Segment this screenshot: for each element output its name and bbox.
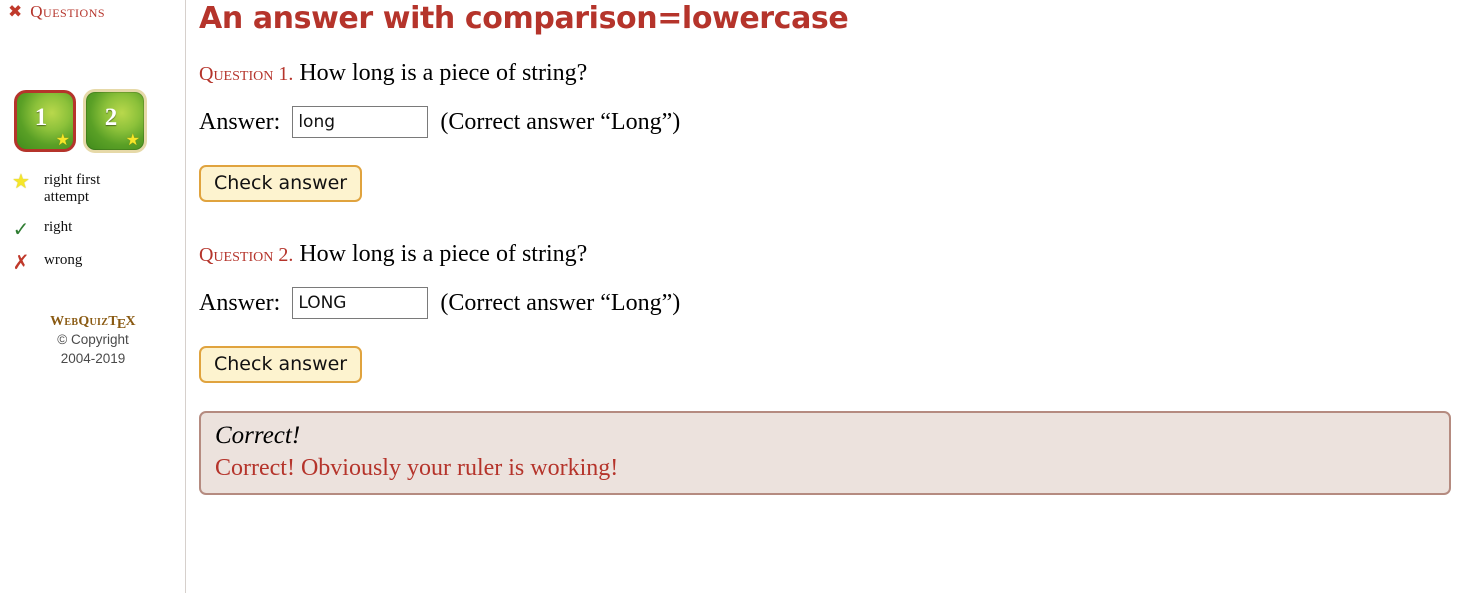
- sidebar-title: Questions: [30, 2, 106, 21]
- question-nav-number: 1: [34, 104, 48, 131]
- question-label: Question 2.: [199, 244, 294, 266]
- question-text: How long is a piece of string?: [299, 60, 588, 86]
- answer-row: [199, 287, 1471, 319]
- sidebar-header: [0, 0, 185, 22]
- answer-input-2[interactable]: [292, 287, 428, 319]
- question-block-2: [199, 241, 1471, 495]
- correct-answer-note: (Correct answer “Long”): [440, 108, 681, 135]
- question-nav-number: 2: [104, 104, 118, 131]
- brand-tex-e: E: [116, 316, 127, 332]
- legend-item-right: [10, 216, 185, 241]
- copyright-line-2: 2004-2019: [60, 350, 126, 366]
- copyright-block: [0, 285, 186, 368]
- question-navigator: [0, 22, 185, 150]
- star-icon: ★: [12, 171, 30, 193]
- question-text: How long is a piece of string?: [299, 241, 588, 267]
- star-icon: ★: [55, 132, 70, 149]
- legend: [0, 150, 185, 273]
- legend-label: wrong: [44, 251, 83, 268]
- answer-label: Answer:: [199, 289, 281, 316]
- page-title: An answer with comparison=lowercase: [199, 1, 849, 36]
- answer-row: [199, 106, 1471, 138]
- question-label: Question 1.: [199, 63, 294, 85]
- brand-tex-t: T: [108, 313, 118, 329]
- answer-label: Answer:: [199, 108, 281, 135]
- sidebar: [0, 0, 186, 593]
- brand-tex-x: X: [125, 313, 136, 329]
- question-block-1: [199, 60, 1471, 202]
- brand-logo: [0, 313, 186, 332]
- feedback-text: Correct! Obviously your ruler is working!: [215, 455, 619, 481]
- legend-item-right-first-attempt: [10, 172, 185, 207]
- close-icon[interactable]: ✖: [8, 1, 23, 22]
- check-answer-button-2[interactable]: Check answer: [199, 346, 362, 383]
- correct-answer-note: (Correct answer “Long”): [440, 289, 681, 316]
- check-answer-button-1[interactable]: Check answer: [199, 165, 362, 202]
- question-heading: [199, 241, 1471, 268]
- check-icon: ✓: [12, 216, 30, 241]
- star-icon: ★: [125, 132, 140, 149]
- main-content: [199, 0, 1471, 593]
- legend-item-wrong: [10, 249, 185, 274]
- brand-name: WebQuiz: [50, 313, 109, 329]
- legend-label: right first attempt: [44, 172, 101, 206]
- legend-label: right: [44, 218, 73, 235]
- question-nav-button-1[interactable]: [16, 92, 74, 150]
- cross-icon: ✗: [12, 249, 30, 274]
- copyright-line-1: © Copyright: [57, 332, 129, 348]
- feedback-title: Correct!: [215, 422, 301, 449]
- answer-input-1[interactable]: [292, 106, 428, 138]
- question-heading: [199, 60, 1471, 87]
- question-nav-button-2[interactable]: [86, 92, 144, 150]
- feedback-panel: [199, 411, 1451, 495]
